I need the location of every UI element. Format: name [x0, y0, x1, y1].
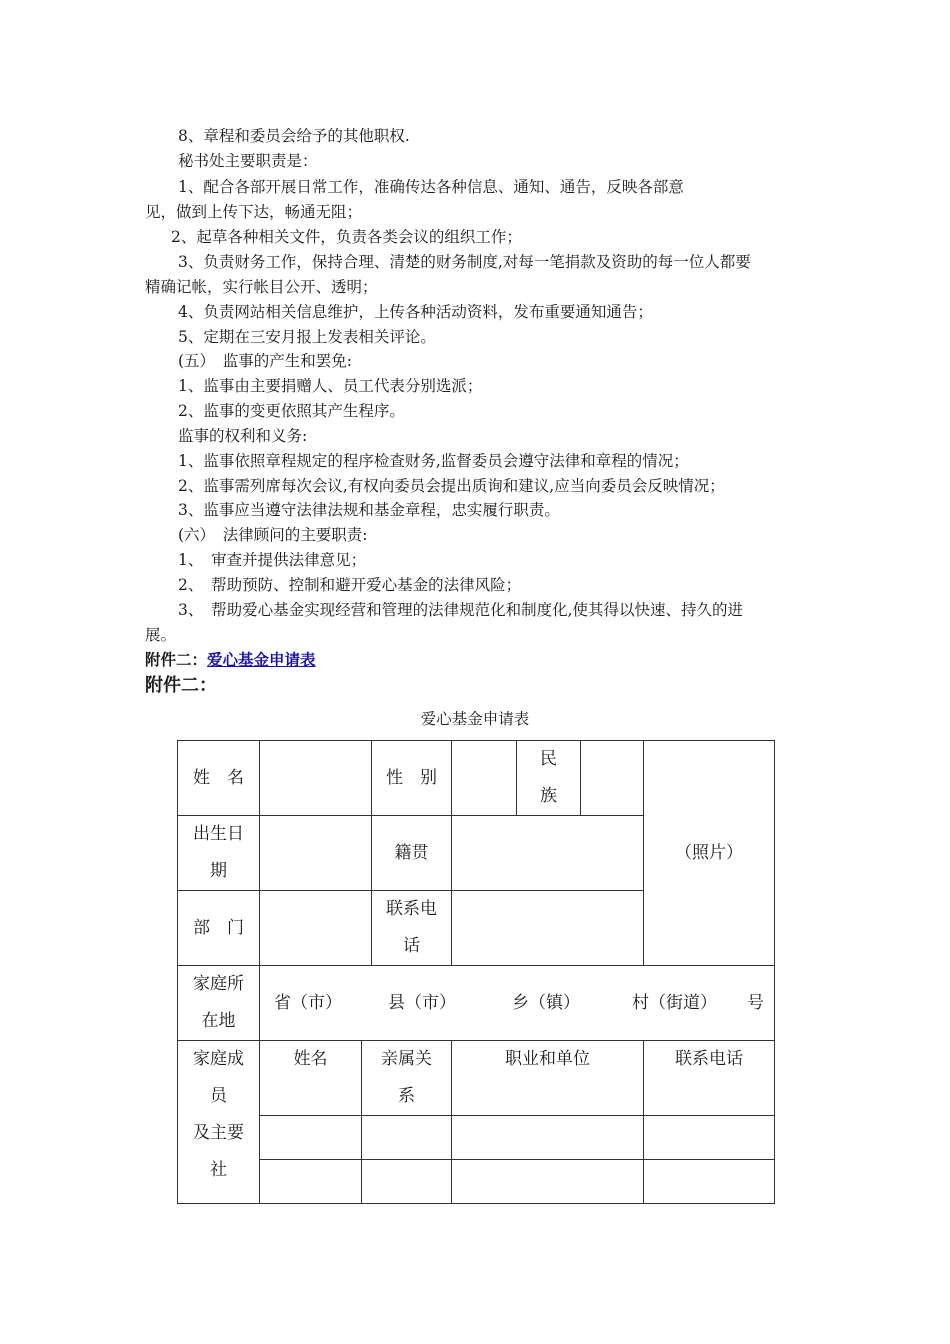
family-name-header-text: 姓名	[293, 1049, 328, 1069]
home-address-cell[interactable]	[260, 966, 775, 1041]
family-relation-header	[362, 1041, 452, 1116]
attachment-prefix: 附件二：	[145, 650, 208, 669]
dept-input-cell[interactable]	[260, 891, 372, 966]
gender-label-cell	[372, 741, 452, 816]
attachment-reference	[145, 648, 316, 672]
home-label-cell	[178, 966, 260, 1041]
body-line: (六） 法律顾问的主要职责:	[178, 526, 368, 544]
phone-label-line: 联系电	[386, 899, 437, 919]
family-relation-input[interactable]	[362, 1160, 452, 1204]
family-phone-input[interactable]	[644, 1160, 775, 1204]
family-relation-input[interactable]	[362, 1116, 452, 1160]
photo-label: （照片）	[675, 842, 743, 863]
body-line: 3、监事应当遵守法律法规和基金章程，忠实履行职责。	[178, 501, 560, 519]
name-label: 姓 名	[193, 767, 244, 788]
address-village: 村（街道）	[632, 992, 717, 1013]
origin-input-cell[interactable]	[452, 816, 644, 891]
application-form-link[interactable]: 爱心基金申请表	[207, 650, 316, 669]
phone-label-line: 话	[403, 936, 420, 956]
origin-label-cell	[372, 816, 452, 891]
family-phone-input[interactable]	[644, 1116, 775, 1160]
family-name-input[interactable]	[260, 1116, 362, 1160]
ethnic-label-line: 民	[540, 749, 557, 769]
body-line: 2、起草各种相关文件，负责各类会议的组织工作；	[171, 228, 522, 246]
attachment-heading: 附件二：	[145, 675, 217, 696]
family-phone-header	[644, 1041, 775, 1116]
form-title: 爱心基金申请表	[420, 710, 530, 728]
body-line: 3、 帮助爱心基金实现经营和管理的法律规范化和制度化,使其得以快速、持久的进	[178, 601, 744, 619]
birth-label-line: 期	[210, 861, 227, 881]
gender-label: 性 别	[386, 767, 437, 788]
body-line: 2、 帮助预防、控制和避开爱心基金的法律风险；	[178, 576, 522, 594]
body-line: 2、监事需列席每次会议,有权向委员会提出质询和建议,应当向委员会反映情况；	[178, 477, 725, 495]
body-line: 展。	[145, 626, 177, 644]
family-label-line: 家庭成	[193, 1049, 244, 1069]
body-line: 1、监事依照章程规定的程序检查财务,监督委员会遵守法律和章程的情况；	[178, 452, 689, 470]
body-line: 3、负责财务工作，保持合理、清楚的财务制度,对每一笔捐款及资助的每一位人都要	[178, 253, 751, 271]
name-label-cell	[178, 741, 260, 816]
ethnic-label-line: 族	[540, 786, 557, 806]
application-form-table	[177, 740, 775, 1204]
body-line: 4、负责网站相关信息维护，上传各种活动资料，发布重要通知通告；	[178, 303, 653, 321]
family-relation-header-line: 系	[398, 1086, 415, 1106]
origin-label: 籍贯	[394, 842, 429, 863]
family-label-line: 员	[210, 1086, 227, 1106]
family-label-line: 及主要	[193, 1123, 244, 1143]
address-province: 省（市）	[274, 992, 342, 1013]
body-line: 精确记帐，实行帐目公开、透明；	[145, 278, 378, 296]
family-relation-header-line: 亲属关	[381, 1049, 432, 1069]
body-line: 1、配合各部开展日常工作，准确传达各种信息、通知、通告，反映各部意	[178, 178, 684, 196]
body-line: 1、 审查并提供法律意见；	[178, 551, 367, 569]
body-line: 1、监事由主要捐赠人、员工代表分别选派；	[178, 377, 483, 395]
family-name-input[interactable]	[260, 1160, 362, 1204]
dept-label-cell	[178, 891, 260, 966]
phone-input-cell[interactable]	[452, 891, 644, 966]
body-line: (五） 监事的产生和罢免:	[178, 352, 353, 370]
name-input-cell[interactable]	[260, 741, 372, 816]
body-line: 秘书处主要职责是：	[178, 152, 318, 170]
dept-label: 部 门	[193, 917, 244, 938]
family-label-cell	[178, 1041, 260, 1204]
family-phone-header-text: 联系电话	[675, 1049, 743, 1069]
gender-input-cell[interactable]	[452, 741, 517, 816]
body-line: 2、监事的变更依照其产生程序。	[178, 402, 405, 420]
body-line: 监事的权利和义务:	[178, 427, 308, 445]
address-county: 县（市）	[388, 992, 456, 1013]
birth-label-cell	[178, 816, 260, 891]
body-line: 5、定期在三安月报上发表相关评论。	[178, 328, 436, 346]
phone-label-cell	[372, 891, 452, 966]
body-line: 见，做到上传下达，畅通无阻；	[145, 203, 363, 221]
ethnic-input-cell[interactable]	[581, 741, 644, 816]
family-name-header	[260, 1041, 362, 1116]
home-label-line: 在地	[201, 1011, 236, 1031]
family-label-line: 社	[210, 1160, 227, 1180]
body-line: 8、章程和委员会给予的其他职权.	[178, 127, 410, 145]
family-job-header-text: 职业和单位	[505, 1049, 590, 1069]
home-label-line: 家庭所	[193, 974, 244, 994]
birth-input-cell[interactable]	[260, 816, 372, 891]
family-job-input[interactable]	[452, 1116, 644, 1160]
address-number: 号	[747, 992, 764, 1013]
photo-cell[interactable]	[644, 741, 775, 966]
family-job-input[interactable]	[452, 1160, 644, 1204]
family-job-header	[452, 1041, 644, 1116]
address-township: 乡（镇）	[512, 992, 580, 1013]
ethnic-label-cell	[517, 741, 581, 816]
birth-label-line: 出生日	[193, 824, 244, 844]
